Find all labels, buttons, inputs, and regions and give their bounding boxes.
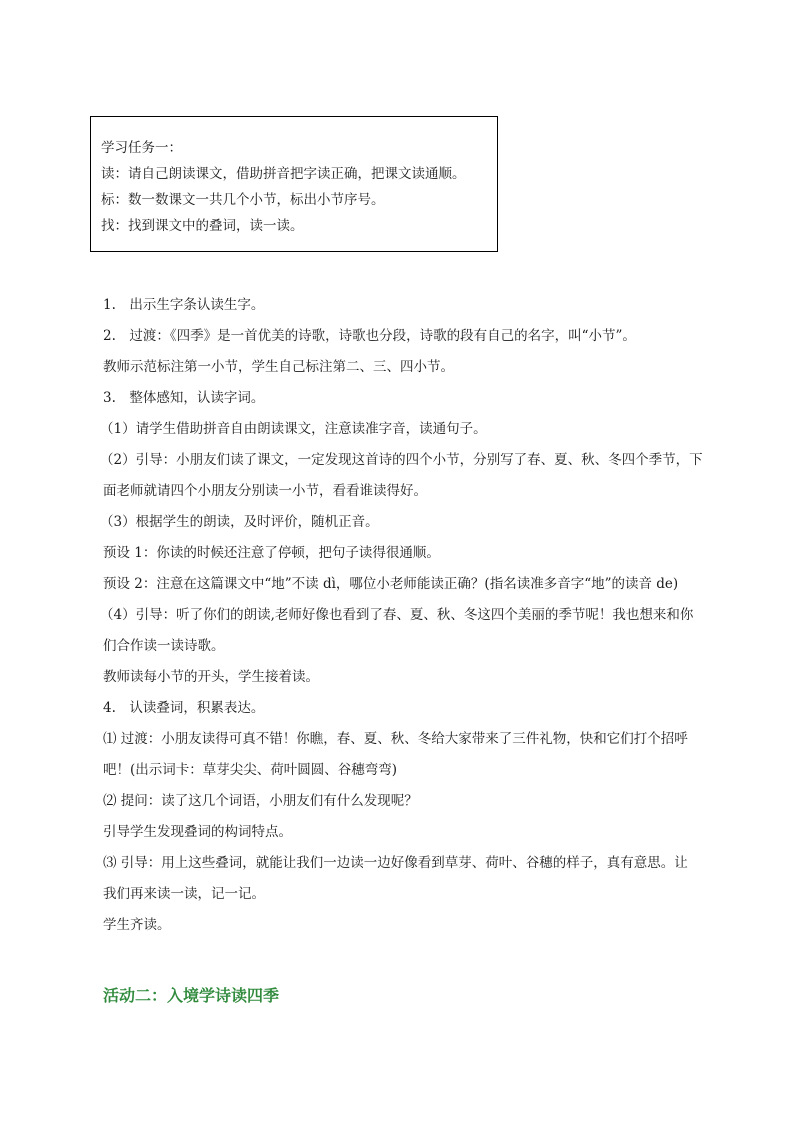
learning-task-box: [90, 116, 498, 252]
task-title: 学习任务一：: [101, 140, 182, 156]
item-3-line-2: 我们再来读一读，记一记。: [103, 886, 265, 902]
sub-step-2-line-1: （2）引导：小朋友们读了课文，一定发现这首诗的四个小节，分别写了春、夏、秋、冬四个季节，下: [100, 452, 703, 468]
step-3: 3. 整体感知，认读字词。: [103, 390, 265, 406]
item-1-line-1: ⑴ 过渡：小朋友读得可真不错！你瞧，春、夏、秋、冬给大家带来了三件礼物，快和它们打个招呼: [103, 731, 688, 747]
paragraph: 教师示范标注第一小节，学生自己标注第二、三、四小节。: [103, 359, 454, 375]
preset-1: 预设 1：你读的时候还注意了停顿，把句子读得很通顺。: [103, 545, 440, 561]
step-1: 1. 出示生字条认读生字。: [103, 297, 265, 313]
sub-step-2-line-2: 面老师就请四个小朋友分别读一小节，看看谁读得好。: [103, 483, 427, 499]
task-read: 读：请自己朗读课文，借助拼音把字读正确，把课文读通顺。: [101, 166, 466, 182]
item-2: ⑵ 提问：读了这几个词语，小朋友们有什么发现呢？: [103, 793, 418, 809]
item-3-line-1: ⑶ 引导：用上这些叠词，就能让我们一边读一边好像看到草芽、荷叶、谷穗的样子，真有意思。让: [103, 855, 688, 871]
task-mark: 标：数一数课文一共几个小节，标出小节序号。: [101, 192, 385, 208]
paragraph: 学生齐读。: [103, 917, 171, 933]
paragraph: 引导学生发现叠词的构词特点。: [103, 824, 292, 840]
section-heading: 活动二：入境学诗读四季: [103, 986, 280, 1005]
task-find: 找：找到课文中的叠词，读一读。: [101, 218, 304, 234]
sub-step-1: （1）请学生借助拼音自由朗读课文，注意读准字音，读通句子。: [100, 421, 487, 437]
sub-step-4-line-1: （4）引导：听了你们的朗读,老师好像也看到了春、夏、秋、冬这四个美丽的季节呢！我也想来和你: [100, 607, 694, 623]
sub-step-4-line-2: 们合作读一读诗歌。: [103, 638, 225, 654]
sub-step-3: （3）根据学生的朗读，及时评价，随机正音。: [100, 514, 379, 530]
paragraph: 教师读每小节的开头，学生接着读。: [103, 669, 319, 685]
preset-2: 预设 2：注意在这篇课文中“地”不读 dì，哪位小老师能读正确？(指名读准多音字“地”的读音 de): [103, 576, 679, 592]
step-2: 2. 过渡：《四季》是一首优美的诗歌，诗歌也分段，诗歌的段有自己的名字，叫“小节”。: [103, 328, 636, 344]
lesson-body: [100, 290, 723, 941]
item-1-line-2: 吧！(出示词卡：草芽尖尖、荷叶圆圆、谷穗弯弯): [103, 762, 398, 778]
step-4: 4. 认读叠词，积累表达。: [103, 700, 265, 716]
